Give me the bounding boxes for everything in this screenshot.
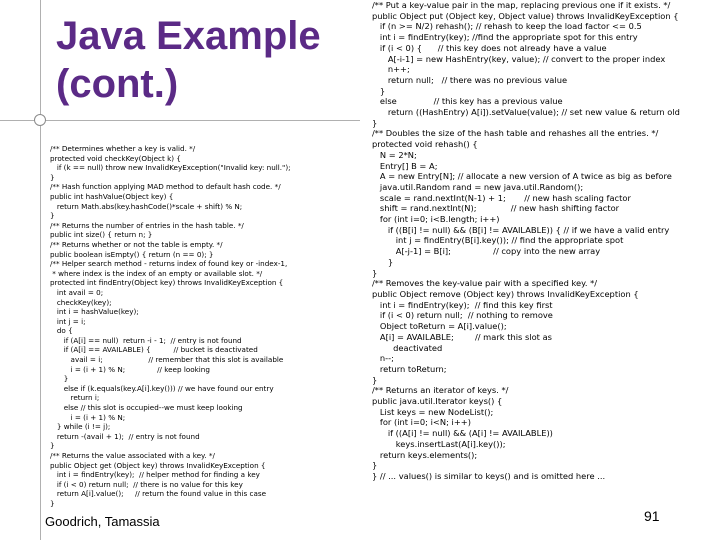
code-block-right: /** Put a key-value pair in the map, replacing previous one if it exists. */ public Object put (Object key, Object value) throws InvalidKeyException { if (n >= N/2) rehash(); // rehash to keep the load factor <= 0.5 int i = findEntry(key); //find the appropriate spot for this entry if (i < 0) { // this key does not already have a value A[-i-1] = new HashEntry(key, value); // convert to the proper index n++; return null; // there was no previous value } else // this key has a previous value return ((HashEntry) A[i]).setValue(value); // set new value & return old } /** Doubles the size of the hash table and rehashes all the entries. */ protected void rehash() { N = 2*N; Entry[] B = A; A = new Entry[N]; // allocate a new version of A twice as big as before java.util.Random rand = new java.util.Random(); scale = rand.nextInt(N-1) + 1; // new hash scaling factor shift = rand.nextInt(N); // new hash shifting factor for (int i=0; i<B.length; i++) if ((B[i] != null) && (B[i] != AVAILABLE)) { // if we have a valid entry int j = findEntry(B[i].key()); // find the appropriate spot A[-j-1] = B[i]; // copy into the new array } } /** Removes the key-value pair with a specified key. */ public Object remove (Object key) throws InvalidKeyException { int i = findEntry(key); // find this key first if (i < 0) return null; // nothing to remove Object toReturn = A[i].value(); A[i] = AVAILABLE; // mark this slot as deactivated n--; return toReturn; } /** Returns an iterator of keys. */ public java.util.Iterator keys() { List keys = new NodeList(); for (int i=0; i<N; i++) if ((A[i] != null) && (A[i] != AVAILABLE)) keys.insertLast(A[i].key()); return keys.elements(); } } // ... values() is similar to keys() and is omitted here ... [372,0,680,481]
slide-author: Goodrich, Tamassia [45,514,160,529]
decorative-horizontal-line [0,120,360,121]
code-block-left: /** Determines whether a key is valid. */ protected void checkKey(Object k) { if (k == null) throw new InvalidKeyException("Invalid key: null."); } /** Hash function applying MAD method to default hash code. */ public int hashValue(Object key) { return Math.abs(key.hashCode()*scale + shift) % N; } /** Returns the number of entries in the hash table. */ public int size() { return n; } /** Returns whether or not the table is empty. */ public boolean isEmpty() { return (n == 0); } /** Helper search method - returns index of found key or -index-1, * where index is the index of an empty or available slot. */ protected int findEntry(Object key) throws InvalidKeyException { int avail = 0; checkKey(key); int i = hashValue(key); int j = i; do { if (A[i] == null) return -i - 1; // entry is not found if (A[i] == AVAILABLE) { // bucket is deactivated avail = i; // remember that this slot is available i = (i + 1) % N; // keep looking } else if (k.equals(key.A[i].key())) // we have found our entry return i; else // this slot is occupied--we must keep looking i = (i + 1) % N; } while (i != j); return -(avail + 1); // entry is not found } /** Returns the value associated with a key. */ public Object get (Object key) throws InvalidKeyException { int i = findEntry(key); // helper method for finding a key if (i < 0) return null; // there is no value for this key return A[i].value(); // return the found value in this case } [50,144,291,508]
decorative-circle [34,114,46,126]
page-number: 91 [644,508,660,524]
slide-title: Java Example (cont.) [56,14,321,106]
decorative-vertical-line [40,0,41,540]
